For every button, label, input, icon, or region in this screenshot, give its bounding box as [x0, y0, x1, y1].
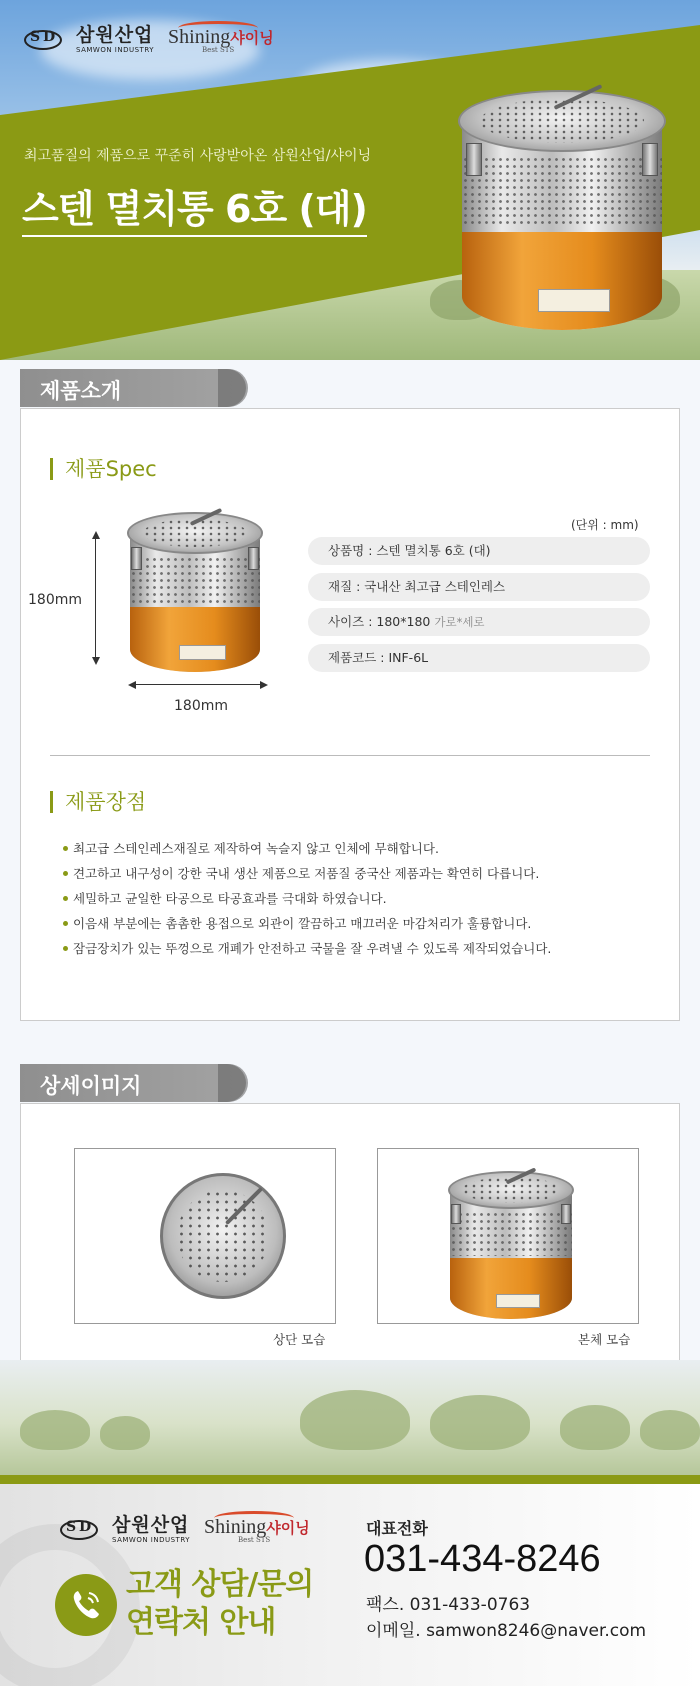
shining-sub: Best STS: [238, 1535, 271, 1544]
spec-heading: 제품Spec: [50, 458, 157, 480]
email-address[interactable]: 이메일. samwon8246@naver.com: [366, 1621, 647, 1641]
shining-logo: [168, 27, 274, 54]
shining-arc-icon: [214, 1511, 294, 1525]
list-item: 세밀하고 균일한 타공으로 타공효과를 극대화 하였습니다.: [63, 886, 551, 911]
shining-wordmark: Shining: [204, 1515, 267, 1538]
section-tab-label: 상세이미지: [40, 1074, 142, 1098]
fax-number: 팩스. 031-433-0763: [366, 1595, 531, 1615]
section-tab-intro: [20, 369, 246, 407]
samwon-logo-text: [76, 26, 154, 54]
advantages-list: [63, 836, 551, 961]
samwon-logo-icon: [24, 30, 62, 50]
shining-wordmark-ko: 샤이닝: [230, 28, 274, 47]
product-image: [462, 90, 662, 330]
footer-brand-logos: [60, 1516, 310, 1544]
shining-sub: Best STS: [202, 45, 235, 54]
company-name-en: SAMWON INDUSTRY: [112, 1536, 191, 1544]
list-item: 잠금장치가 있는 뚜껑으로 개폐가 안전하고 국물을 잘 우려낼 수 있도록 제작되었습니다.: [63, 936, 551, 961]
footer-divider: [0, 1475, 700, 1484]
height-dimension-arrow: [95, 533, 96, 663]
shining-wordmark: Shining: [168, 25, 231, 48]
body-view-image: [450, 1171, 572, 1319]
samwon-logo-icon: [60, 1520, 98, 1540]
shining-logo: [204, 1517, 310, 1544]
height-label: 180mm: [28, 592, 82, 608]
spec-product-image: [130, 512, 260, 672]
shining-wordmark-ko: 샤이닝: [266, 1518, 310, 1537]
hero-title: 스텐 멸치통 6호 (대): [22, 178, 367, 237]
contact-title-line1: 고객 상담/문의: [126, 1567, 314, 1602]
samwon-logo-text: [112, 1516, 190, 1544]
hero-banner: [0, 0, 700, 360]
caption-body: 본체 모습: [578, 1332, 631, 1347]
phone-icon: [55, 1574, 117, 1636]
company-name-ko: 삼원산업: [76, 24, 154, 46]
unit-label: (단위 : mm): [571, 518, 639, 532]
size-note: 가로*세로: [434, 615, 485, 629]
shining-arc-icon: [178, 21, 258, 35]
list-item: 견고하고 내구성이 강한 국내 생산 제품으로 저품질 중국산 제품과는 확연히 다릅니다.: [63, 861, 551, 886]
rep-phone-label: 대표전화: [366, 1519, 428, 1538]
spec-item-code: 제품코드 : INF-6L: [308, 644, 650, 672]
advantages-heading: 제품장점: [50, 791, 146, 813]
clasp-icon: [642, 143, 658, 177]
company-name-ko: 삼원산업: [112, 1514, 190, 1536]
clasp-icon: [248, 547, 258, 569]
spec-item-name: 상품명 : 스텐 멸치통 6호 (대): [308, 537, 650, 565]
list-item: 이음새 부분에는 촘촘한 용접으로 외관이 깔끔하고 매끄러운 마감처리가 훌륭합니다.: [63, 911, 551, 936]
caption-top: 상단 모습: [273, 1332, 326, 1347]
scenery-background: [0, 1360, 700, 1475]
divider: [50, 755, 650, 756]
spec-item-material: 재질 : 국내산 최고급 스테인레스: [308, 573, 650, 601]
clasp-icon: [466, 143, 482, 177]
clasp-icon: [451, 1204, 461, 1225]
hero-subtitle: 최고품질의 제품으로 꾸준히 사랑받아온 삼원산업/샤이닝: [24, 148, 372, 164]
brand-logos: [24, 26, 274, 54]
company-name-en: SAMWON INDUSTRY: [76, 46, 155, 54]
contact-title-line2: 연락처 안내: [126, 1605, 276, 1640]
detail-image-top: [74, 1148, 336, 1324]
clasp-icon: [561, 1204, 571, 1225]
section-tab-label: 제품소개: [40, 379, 122, 403]
clasp-icon: [131, 547, 141, 569]
width-dimension-arrow: [130, 684, 266, 685]
contact-title: [126, 1566, 313, 1642]
section-tab-detail: [20, 1064, 246, 1102]
rep-phone-number[interactable]: 031-434-8246: [364, 1538, 601, 1580]
contact-footer: [0, 1484, 700, 1686]
list-item: 최고급 스테인레스재질로 제작하여 녹슬지 않고 인체에 무해합니다.: [63, 836, 551, 861]
top-view-image: [160, 1173, 286, 1299]
width-label: 180mm: [174, 698, 228, 714]
detail-image-body: [377, 1148, 639, 1324]
spec-item-size: 사이즈 : 180*180 가로*세로: [308, 608, 650, 636]
